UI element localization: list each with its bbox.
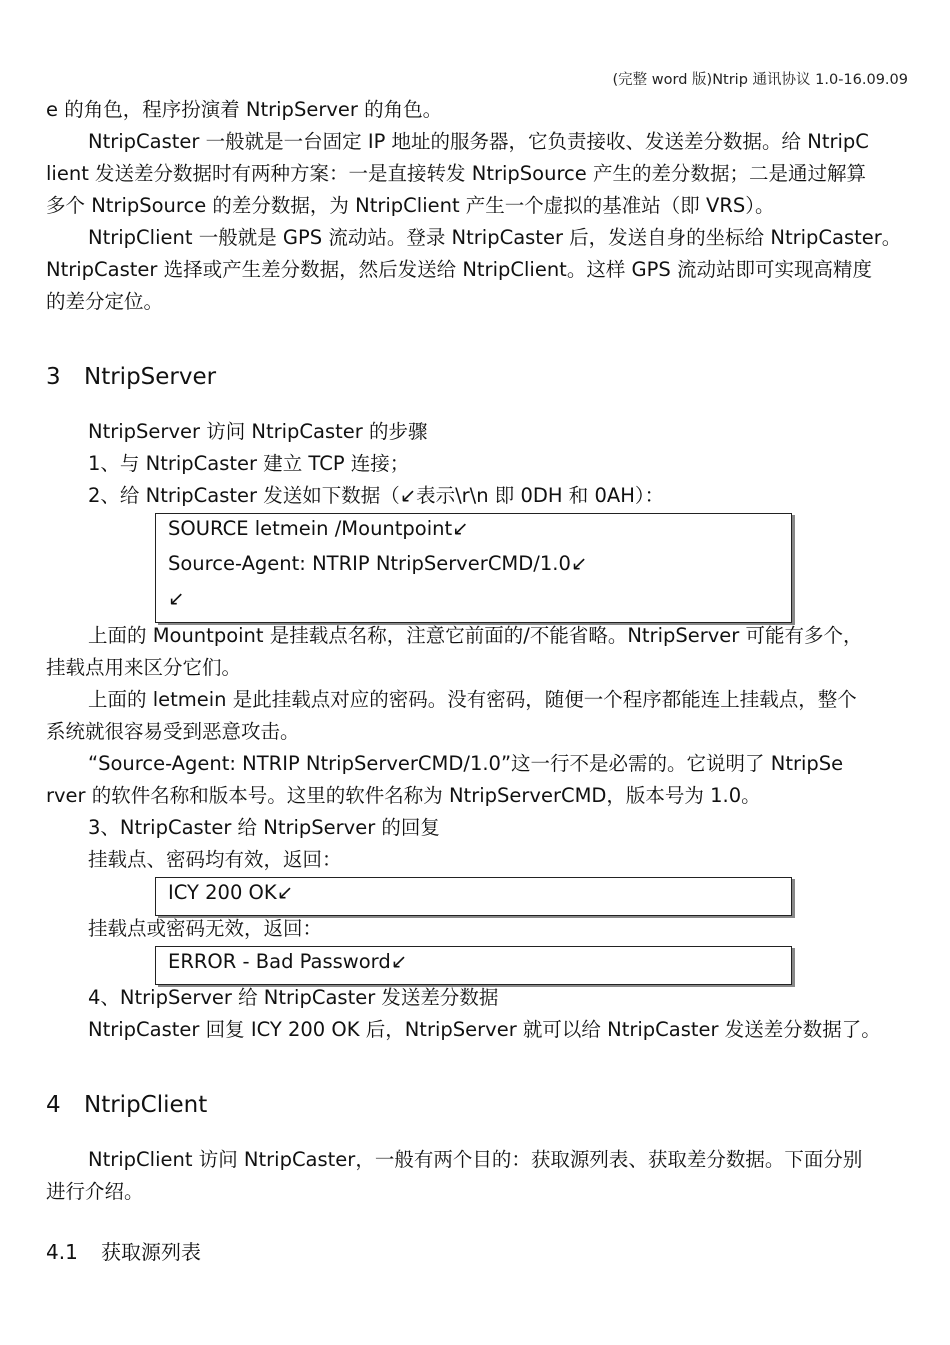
paragraph-line: 上面的 Mountpoint 是挂载点名称，注意它前面的/不能省略。NtripServer 可能有多个， (88, 624, 863, 647)
paragraph-line: 挂载点、密码均有效，返回： (88, 848, 342, 871)
paragraph-line: NtripClient 访问 NtripCaster，一般有两个目的：获取源列表、获取差分数据。下面分别 (88, 1148, 863, 1171)
paragraph-line: 挂载点用来区分它们。 (46, 656, 242, 679)
page-header: (完整 word 版)Ntrip 通讯协议 1.0-16.09.09 (612, 72, 908, 88)
paragraph-line: NtripCaster 回复 ICY 200 OK 后，NtripServer 就可以给 NtripCaster 发送差分数据了。 (88, 1018, 881, 1041)
paragraph-line: 的差分定位。 (46, 290, 164, 313)
paragraph-line: NtripServer 访问 NtripCaster 的步骤 (88, 420, 428, 443)
paragraph-line: 挂载点或密码无效，返回： (88, 917, 323, 940)
code-line: ICY 200 OK↙ (168, 881, 294, 904)
step-3: 3、NtripCaster 给 NtripServer 的回复 (88, 816, 440, 839)
code-box-ok-response (155, 877, 792, 916)
code-box-error-response (155, 946, 792, 985)
step-1: 1、与 NtripCaster 建立 TCP 连接； (88, 452, 410, 475)
paragraph-line: e 的角色，程序扮演着 NtripServer 的角色。 (46, 98, 443, 121)
paragraph-line: “Source-Agent: NTRIP NtripServerCMD/1.0”这一行不是必需的。它说明了 NtripSe (88, 752, 844, 775)
step-2: 2、给 NtripCaster 发送如下数据（↙表示\r\n 即 0DH 和 0AH）： (88, 484, 665, 507)
paragraph-line: lient 发送差分数据时有两种方案：一是直接转发 NtripSource 产生的差分数据；二是通过解算 (46, 162, 866, 185)
paragraph-line: 上面的 letmein 是此挂载点对应的密码。没有密码，随便一个程序都能连上挂载点，整个 (88, 688, 857, 711)
paragraph-line: rver 的软件名称和版本号。这里的软件名称为 NtripServerCMD，版本号为 1.0。 (46, 784, 761, 807)
paragraph-line: 进行介绍。 (46, 1180, 144, 1203)
code-line: ERROR - Bad Password↙ (168, 950, 408, 973)
section-title: NtripClient (84, 1092, 208, 1118)
code-line: Source-Agent: NTRIP NtripServerCMD/1.0↙ (168, 552, 588, 575)
paragraph-line: NtripCaster 一般就是一台固定 IP 地址的服务器，它负责接收、发送差分数据。给 NtripC (88, 130, 869, 153)
section-4-1-heading (46, 1236, 201, 1265)
step-4: 4、NtripServer 给 NtripCaster 发送差分数据 (88, 986, 499, 1009)
section-number: 4 (46, 1092, 61, 1118)
code-box-source-request (155, 513, 792, 623)
section-4-heading (46, 1092, 207, 1118)
paragraph-line: 系统就很容易受到恶意攻击。 (46, 720, 300, 743)
code-line: SOURCE letmein /Mountpoint↙ (168, 517, 469, 540)
section-number: 3 (46, 364, 61, 390)
paragraph-line: NtripCaster 选择或产生差分数据，然后发送给 NtripClient。这样 GPS 流动站即可实现高精度 (46, 258, 872, 281)
section-title: 获取源列表 (101, 1240, 201, 1264)
section-number: 4.1 (46, 1240, 78, 1264)
section-3-heading (46, 364, 216, 390)
code-line: ↙ (168, 587, 185, 610)
paragraph-line: 多个 NtripSource 的差分数据，为 NtripClient 产生一个虚拟的基准站（即 VRS）。 (46, 194, 775, 217)
paragraph-line: NtripClient 一般就是 GPS 流动站。登录 NtripCaster 后，发送自身的坐标给 NtripCaster。 (88, 226, 902, 249)
section-title: NtripServer (84, 364, 217, 390)
